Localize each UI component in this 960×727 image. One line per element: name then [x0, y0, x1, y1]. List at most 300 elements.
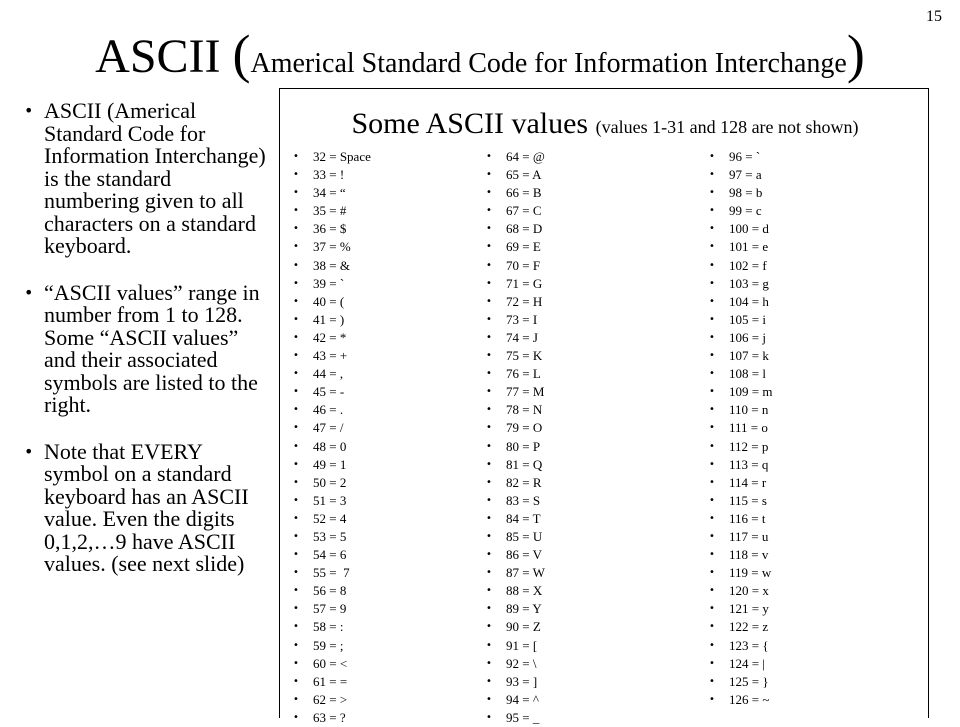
bullet-dot-icon: •	[486, 693, 492, 705]
bullet-dot-icon: •	[486, 313, 492, 325]
ascii-entry	[709, 347, 772, 365]
ascii-entry-text: 111 = o	[729, 420, 768, 436]
ascii-entry-text: 87 = W	[506, 565, 545, 581]
bullet-text: “ASCII values” range in number from 1 to 128. Some “ASCII values” and their associated symbols are listed to the right.	[44, 279, 260, 417]
bullet-dot-icon: •	[293, 223, 299, 235]
bullet-dot-icon: •	[486, 621, 492, 633]
ascii-entry-text: 81 = Q	[506, 456, 543, 472]
ascii-entry	[709, 166, 772, 184]
bullet-dot-icon: •	[486, 295, 492, 307]
ascii-entry-text: 123 = {	[729, 637, 769, 653]
bullet-dot-icon: •	[709, 530, 715, 542]
bullet-text: ASCII (Americal Standard Code for Information Interchange) is the standard numbering given to all characters on a standard keyboard.	[44, 98, 266, 258]
bullet-dot-icon: •	[293, 259, 299, 271]
bullet-dot-icon: •	[293, 187, 299, 199]
ascii-entry	[709, 474, 772, 492]
ascii-entry-text: 76 = L	[506, 366, 541, 382]
bullet-dot-icon: •	[486, 512, 492, 524]
ascii-entry-text: 32 = Space	[313, 149, 371, 164]
title-open-paren: (	[232, 24, 251, 84]
bullet-dot-icon: •	[486, 585, 492, 597]
ascii-entry-text: 77 = M	[506, 384, 545, 400]
bullet-dot-icon: •	[293, 567, 299, 579]
panel-title	[280, 107, 930, 141]
ascii-entry-text: 122 = z	[729, 619, 769, 635]
ascii-entry-text: 92 = \	[506, 655, 537, 671]
bullet-dot-icon: •	[709, 675, 715, 687]
ascii-entry-text: 55 = 7	[313, 565, 350, 581]
bullet-dot-icon: •	[709, 169, 715, 181]
ascii-entry	[293, 474, 371, 492]
ascii-entry	[709, 456, 772, 474]
ascii-entry	[293, 691, 371, 709]
ascii-column-2	[486, 148, 545, 727]
ascii-entry-text: 110 = n	[729, 402, 769, 418]
bullet-dot-icon: •	[293, 603, 299, 615]
bullet-dot-icon: •	[486, 422, 492, 434]
bullet-dot-icon: •	[293, 693, 299, 705]
ascii-entry-text: 47 = /	[313, 420, 344, 436]
bullet-dot-icon: •	[486, 169, 492, 181]
ascii-entry-text: 117 = u	[729, 528, 769, 544]
ascii-entry-text: 97 = a	[729, 167, 762, 183]
bullet-dot-icon: •	[486, 223, 492, 235]
ascii-entry	[709, 637, 772, 655]
ascii-entry	[709, 220, 772, 238]
ascii-entry	[486, 564, 545, 582]
ascii-entry	[709, 582, 772, 600]
ascii-entry	[486, 148, 545, 166]
bullet-dot-icon: •	[709, 241, 715, 253]
title-main: ASCII	[95, 30, 233, 83]
ascii-entry-text: 93 = ]	[506, 673, 538, 689]
ascii-entry	[293, 275, 371, 293]
ascii-entry	[709, 184, 772, 202]
ascii-entry	[486, 220, 545, 238]
ascii-entry	[709, 564, 772, 582]
bullet-dot-icon: •	[486, 440, 492, 452]
bullet-dot-icon: •	[486, 259, 492, 271]
ascii-entry-text: 116 = t	[729, 510, 766, 526]
bullet-dot-icon: •	[709, 693, 715, 705]
ascii-values-panel	[279, 88, 929, 725]
bullet-dot-icon: •	[709, 603, 715, 615]
bullet-dot-icon: •	[486, 549, 492, 561]
ascii-entry-text: 33 = !	[313, 167, 345, 183]
bullet-dot-icon: •	[486, 530, 492, 542]
ascii-entry-text: 66 = B	[506, 185, 542, 201]
ascii-entry-text: 114 = r	[729, 474, 767, 490]
ascii-entry-text: 38 = &	[313, 257, 350, 273]
ascii-entry-text: 44 = ,	[313, 366, 344, 382]
bullet-dot-icon: •	[709, 657, 715, 669]
ascii-entry	[293, 528, 371, 546]
ascii-entry-text: 43 = +	[313, 348, 348, 364]
bullet-dot-icon: •	[709, 313, 715, 325]
ascii-entry	[486, 419, 545, 437]
ascii-entry-text: 104 = h	[729, 293, 769, 309]
bullet-dot-icon: •	[709, 368, 715, 380]
ascii-entry	[709, 438, 772, 456]
ascii-entry-text: 51 = 3	[313, 492, 347, 508]
ascii-entry	[293, 655, 371, 673]
ascii-entry	[293, 582, 371, 600]
ascii-entry	[293, 293, 371, 311]
bullet-dot-icon: •	[709, 458, 715, 470]
ascii-entry	[486, 510, 545, 528]
bullet-dot-icon: •	[293, 386, 299, 398]
bullet-dot-icon: •	[293, 404, 299, 416]
ascii-entry-text: 71 = G	[506, 275, 543, 291]
ascii-entry-text: 53 = 5	[313, 528, 347, 544]
bullet-dot-icon: •	[486, 187, 492, 199]
ascii-entry-text: 69 = E	[506, 239, 541, 255]
ascii-entry	[486, 474, 545, 492]
ascii-entry-text: 100 = d	[729, 221, 769, 237]
ascii-entry	[486, 311, 545, 329]
ascii-entry-text: 45 = -	[313, 384, 345, 400]
panel-title-note: (values 1-31 and 128 are not shown)	[595, 117, 859, 137]
ascii-entry-text: 108 = l	[729, 366, 766, 382]
bullet-dot-icon: •	[293, 621, 299, 633]
ascii-entry	[486, 456, 545, 474]
ascii-entry-text: 120 = x	[729, 583, 769, 599]
ascii-entry-text: 67 = C	[506, 203, 542, 219]
bullet-dot-icon: •	[709, 331, 715, 343]
ascii-entry-text: 90 = Z	[506, 619, 541, 635]
ascii-entry-text: 62 = >	[313, 691, 348, 707]
bullet-dot-icon: •	[486, 494, 492, 506]
ascii-entry-text: 74 = J	[506, 329, 538, 345]
ascii-entry-text: 78 = N	[506, 402, 543, 418]
ascii-entry-text: 124 = |	[729, 655, 765, 671]
bullet-dot-icon: •	[293, 512, 299, 524]
ascii-entry-text: 126 = ~	[729, 691, 770, 707]
bullet-dot-icon: •	[486, 386, 492, 398]
ascii-entry-text: 63 = ?	[313, 709, 346, 725]
bullet-dot-icon: •	[486, 350, 492, 362]
bullet-dot-icon: •	[24, 282, 34, 302]
ascii-entry-text: 42 = *	[313, 329, 347, 345]
ascii-entry	[709, 655, 772, 673]
bullet-dot-icon: •	[486, 151, 492, 162]
ascii-entry	[293, 166, 371, 184]
bullet-dot-icon: •	[293, 313, 299, 325]
ascii-entry	[709, 311, 772, 329]
ascii-entry	[293, 365, 371, 383]
bullet-dot-icon: •	[293, 350, 299, 362]
bullet-dot-icon: •	[486, 476, 492, 488]
ascii-entry-text: 60 = <	[313, 655, 348, 671]
ascii-entry-text: 96 = `	[729, 149, 761, 164]
ascii-entry	[709, 365, 772, 383]
ascii-entry-text: 89 = Y	[506, 601, 542, 617]
bullet-dot-icon: •	[486, 657, 492, 669]
ascii-entry	[486, 365, 545, 383]
ascii-entry-text: 84 = T	[506, 510, 541, 526]
ascii-entry-text: 102 = f	[729, 257, 767, 273]
ascii-entry-text: 119 = w	[729, 565, 772, 581]
bullet-dot-icon: •	[709, 639, 715, 651]
ascii-entry-text: 99 = c	[729, 203, 762, 219]
ascii-entry	[293, 148, 371, 166]
ascii-entry-text: 35 = #	[313, 203, 347, 219]
ascii-entry	[293, 637, 371, 655]
bullet-dot-icon: •	[293, 151, 299, 162]
bullet-dot-icon: •	[486, 368, 492, 380]
bullet-dot-icon: •	[709, 205, 715, 217]
ascii-entry-text: 41 = )	[313, 311, 345, 327]
ascii-entry-text: 64 = @	[506, 149, 545, 164]
bullet-dot-icon: •	[709, 621, 715, 633]
ascii-entry-text: 79 = O	[506, 420, 543, 436]
bullet-dot-icon: •	[709, 259, 715, 271]
ascii-entry	[293, 238, 371, 256]
bullet-dot-icon: •	[709, 585, 715, 597]
bullet-dot-icon: •	[709, 494, 715, 506]
ascii-entry-text: 70 = F	[506, 257, 541, 273]
ascii-entry-text: 50 = 2	[313, 474, 347, 490]
bullet-dot-icon: •	[709, 512, 715, 524]
ascii-entry-text: 115 = s	[729, 492, 767, 508]
ascii-entry	[293, 401, 371, 419]
ascii-entry	[486, 383, 545, 401]
ascii-entry	[709, 492, 772, 510]
bullet-dot-icon: •	[293, 205, 299, 217]
ascii-entry	[293, 510, 371, 528]
ascii-entry	[293, 618, 371, 636]
ascii-entry	[293, 456, 371, 474]
bullet-dot-icon: •	[486, 603, 492, 615]
title-subtitle: Americal Standard Code for Information Interchange	[250, 48, 847, 79]
bullet-dot-icon: •	[709, 187, 715, 199]
ascii-entry-text: 37 = %	[313, 239, 351, 255]
ascii-entry-text: 105 = i	[729, 311, 766, 327]
bullet-dot-icon: •	[709, 422, 715, 434]
bullet-dot-icon: •	[293, 639, 299, 651]
bullet-dot-icon: •	[709, 350, 715, 362]
ascii-entry	[709, 293, 772, 311]
ascii-entry	[293, 673, 371, 691]
bullet-dot-icon: •	[709, 295, 715, 307]
bullet-dot-icon: •	[486, 711, 492, 723]
ascii-entry-text: 39 = `	[313, 275, 345, 291]
ascii-entry	[293, 220, 371, 238]
ascii-entry	[709, 329, 772, 347]
bullet-dot-icon: •	[486, 404, 492, 416]
bullet-dot-icon: •	[293, 530, 299, 542]
bullet-dot-icon: •	[709, 549, 715, 561]
bullet-dot-icon: •	[709, 404, 715, 416]
ascii-entry-text: 49 = 1	[313, 456, 347, 472]
ascii-entry-text: 59 = ;	[313, 637, 344, 653]
bullet-dot-icon: •	[709, 277, 715, 289]
ascii-entry	[486, 166, 545, 184]
ascii-entry	[486, 329, 545, 347]
bullet-dot-icon: •	[486, 241, 492, 253]
ascii-entry-text: 68 = D	[506, 221, 543, 237]
bullet-dot-icon: •	[709, 476, 715, 488]
bullet-dot-icon: •	[486, 567, 492, 579]
bullet-dot-icon: •	[293, 368, 299, 380]
ascii-entry-text: 65 = A	[506, 167, 542, 183]
bullet-dot-icon: •	[293, 422, 299, 434]
ascii-entry	[293, 438, 371, 456]
ascii-entry-text: 101 = e	[729, 239, 769, 255]
title-close-paren: )	[846, 24, 865, 84]
ascii-entry-text: 82 = R	[506, 474, 542, 490]
bullet-item	[18, 438, 268, 576]
bullet-dot-icon: •	[293, 169, 299, 181]
ascii-entry-text: 85 = U	[506, 528, 543, 544]
ascii-entry	[486, 293, 545, 311]
ascii-entry-text: 52 = 4	[313, 510, 347, 526]
ascii-entry	[293, 600, 371, 618]
bullet-dot-icon: •	[293, 440, 299, 452]
ascii-entry-text: 54 = 6	[313, 547, 347, 563]
ascii-entry-text: 58 = :	[313, 619, 344, 635]
ascii-entry-text: 83 = S	[506, 492, 541, 508]
ascii-entry-text: 107 = k	[729, 348, 769, 364]
ascii-entry	[709, 691, 772, 709]
bullet-dot-icon: •	[293, 458, 299, 470]
bullet-dot-icon: •	[293, 241, 299, 253]
ascii-entry	[486, 202, 545, 220]
ascii-entry-text: 106 = j	[729, 329, 766, 345]
slide-number: 15	[926, 8, 942, 25]
ascii-entry	[709, 148, 772, 166]
ascii-entry-text: 48 = 0	[313, 438, 347, 454]
bullet-dot-icon: •	[293, 657, 299, 669]
bullet-dot-icon: •	[709, 151, 715, 162]
bullet-dot-icon: •	[486, 277, 492, 289]
ascii-entry	[709, 510, 772, 528]
ascii-entry	[486, 184, 545, 202]
ascii-entry-text: 34 = “	[313, 185, 346, 201]
ascii-entry	[709, 528, 772, 546]
ascii-entry	[293, 184, 371, 202]
ascii-column-1	[293, 148, 371, 727]
ascii-entry	[486, 438, 545, 456]
ascii-entry	[709, 383, 772, 401]
ascii-entry	[486, 582, 545, 600]
ascii-entry-text: 98 = b	[729, 185, 763, 201]
ascii-entry	[293, 383, 371, 401]
bullet-list	[18, 100, 268, 600]
ascii-entry	[709, 238, 772, 256]
bullet-dot-icon: •	[293, 494, 299, 506]
ascii-entry	[486, 637, 545, 655]
bullet-item	[18, 279, 268, 417]
ascii-entry	[293, 564, 371, 582]
ascii-entry	[486, 401, 545, 419]
bullet-dot-icon: •	[486, 205, 492, 217]
ascii-entry-text: 91 = [	[506, 637, 538, 653]
ascii-entry	[486, 709, 545, 727]
ascii-entry	[709, 673, 772, 691]
bullet-dot-icon: •	[486, 639, 492, 651]
ascii-entry-text: 57 = 9	[313, 601, 347, 617]
bullet-dot-icon: •	[293, 476, 299, 488]
bullet-dot-icon: •	[293, 711, 299, 723]
bullet-dot-icon: •	[709, 567, 715, 579]
ascii-entry	[293, 202, 371, 220]
slide-title	[0, 22, 960, 96]
bullet-dot-icon: •	[293, 675, 299, 687]
ascii-entry	[486, 655, 545, 673]
ascii-entry-text: 72 = H	[506, 293, 543, 309]
bullet-dot-icon: •	[709, 440, 715, 452]
ascii-entry	[293, 329, 371, 347]
ascii-entry	[486, 347, 545, 365]
ascii-entry-text: 46 = .	[313, 402, 344, 418]
ascii-entry-text: 94 = ^	[506, 691, 539, 707]
ascii-entry	[293, 257, 371, 275]
bullet-dot-icon: •	[709, 223, 715, 235]
ascii-entry	[709, 257, 772, 275]
bullet-item	[18, 100, 268, 258]
ascii-entry	[709, 202, 772, 220]
bullet-dot-icon: •	[486, 458, 492, 470]
ascii-entry	[486, 257, 545, 275]
ascii-entry-text: 95 = _	[506, 709, 540, 725]
ascii-entry	[486, 600, 545, 618]
ascii-entry	[486, 275, 545, 293]
bullet-dot-icon: •	[293, 585, 299, 597]
ascii-entry	[486, 528, 545, 546]
ascii-entry-text: 36 = $	[313, 221, 347, 237]
ascii-entry	[486, 691, 545, 709]
ascii-entry	[486, 546, 545, 564]
bullet-dot-icon: •	[293, 295, 299, 307]
ascii-entry	[293, 709, 371, 727]
ascii-column-3	[709, 148, 772, 709]
ascii-entry-text: 80 = P	[506, 438, 541, 454]
bullet-dot-icon: •	[293, 277, 299, 289]
ascii-entry	[709, 419, 772, 437]
ascii-entry-text: 112 = p	[729, 438, 769, 454]
ascii-entry-text: 73 = I	[506, 311, 538, 327]
ascii-entry-text: 56 = 8	[313, 583, 347, 599]
ascii-entry	[293, 492, 371, 510]
ascii-entry-text: 86 = V	[506, 547, 542, 563]
ascii-entry-text: 121 = y	[729, 601, 769, 617]
ascii-entry	[293, 419, 371, 437]
ascii-entry	[293, 311, 371, 329]
ascii-entry-text: 109 = m	[729, 384, 773, 400]
ascii-entry	[293, 347, 371, 365]
bullet-dot-icon: •	[293, 549, 299, 561]
panel-title-text: Some ASCII values	[351, 107, 589, 140]
ascii-entry	[709, 275, 772, 293]
bullet-dot-icon: •	[486, 331, 492, 343]
ascii-entry-text: 88 = X	[506, 583, 543, 599]
ascii-entry-text: 125 = }	[729, 673, 769, 689]
ascii-entry	[293, 546, 371, 564]
ascii-entry	[709, 546, 772, 564]
ascii-entry	[486, 618, 545, 636]
bullet-text: Note that EVERY symbol on a standard keyboard has an ASCII value. Even the digits 0,1,2,…9 have ASCII values. (see next slide)	[44, 438, 249, 576]
ascii-entry	[709, 401, 772, 419]
bullet-dot-icon: •	[24, 441, 34, 461]
ascii-entry	[486, 238, 545, 256]
ascii-entry-text: 113 = q	[729, 456, 769, 472]
ascii-entry-text: 118 = v	[729, 547, 769, 563]
ascii-entry-text: 75 = K	[506, 348, 543, 364]
bullet-dot-icon: •	[709, 386, 715, 398]
bullet-dot-icon: •	[486, 675, 492, 687]
ascii-entry	[486, 492, 545, 510]
